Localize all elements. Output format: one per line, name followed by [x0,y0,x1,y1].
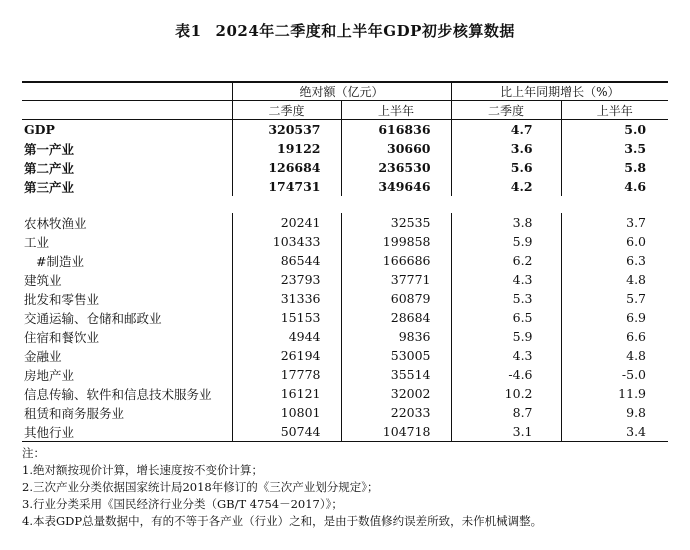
cell-abs-q2: 20241 [232,213,341,232]
header-stub [22,101,232,120]
table-row [22,384,668,403]
row-label: 交通运输、仓储和邮政业 [22,308,232,327]
row-label: 金融业 [22,346,232,365]
cell-abs-h1: 166686 [341,251,451,270]
cell-abs-h1: 236530 [341,158,451,177]
header-col-abs-h1: 上半年 [341,101,451,120]
cell-growth-h1: 11.9 [618,386,647,401]
cell-growth-h1: 3.5 [624,141,647,156]
row-label: 建筑业 [22,270,232,289]
table-number: 表1 [175,22,202,40]
cell-abs-q2: 126684 [232,158,341,177]
cell-abs-h1: 35514 [341,365,451,384]
cell-abs-q2: 320537 [232,120,341,140]
cell-growth-q2: 3.1 [451,422,561,442]
cell-growth-h1: 3.7 [626,215,647,230]
cell-abs-q2: 4944 [232,327,341,346]
table-row [22,232,668,251]
header-growth-group: 比上年同期增长（%） [451,82,668,101]
cell-abs-h1: 199858 [341,232,451,251]
cell-growth-q2: 5.6 [451,158,561,177]
cell-growth-h1: 5.7 [626,291,647,306]
row-label: 批发和零售业 [22,289,232,308]
row-label: 第一产业 [22,139,232,158]
table-title [0,20,690,41]
cell-growth-q2: 5.3 [451,289,561,308]
cell-abs-h1: 60879 [341,289,451,308]
row-label: 房地产业 [22,365,232,384]
header-col-abs-q2: 二季度 [232,101,341,120]
table-row [22,270,668,289]
table-notes [22,445,668,530]
cell-growth-q2: 5.9 [451,232,561,251]
cell-growth-h1: 6.9 [626,310,647,325]
cell-growth-q2: 8.7 [451,403,561,422]
table-row [22,177,668,196]
table-row [22,422,668,442]
header-row-groups [22,82,668,101]
cell-growth-q2: 4.3 [451,346,561,365]
table-row [22,120,668,140]
cell-growth-h1: 4.8 [626,348,647,363]
row-label: 农林牧渔业 [22,213,232,232]
table-row [22,346,668,365]
cell-abs-h1: 22033 [341,403,451,422]
header-row-periods [22,101,668,120]
row-label: #制造业 [22,251,232,270]
table-row [22,213,668,232]
cell-growth-q2: 3.6 [451,139,561,158]
cell-growth-q2: 5.9 [451,327,561,346]
cell-abs-h1: 32002 [341,384,451,403]
note-item: 4.本表GDP总量数据中，有的不等于各产业（行业）之和，是由于数值修约误差所致，未作机械调整。 [22,514,543,528]
row-label: 第三产业 [22,177,232,196]
table-row [22,327,668,346]
cell-abs-q2: 23793 [232,270,341,289]
row-label: 其他行业 [22,422,232,442]
cell-abs-q2: 26194 [232,346,341,365]
table-row [22,403,668,422]
cell-abs-q2: 103433 [232,232,341,251]
header-col-growth-q2: 二季度 [451,101,561,120]
cell-growth-q2: -4.6 [451,365,561,384]
table-row [22,365,668,384]
header-absolute-group: 绝对额（亿元） [232,82,451,101]
table-row [22,308,668,327]
cell-abs-h1: 104718 [341,422,451,442]
cell-abs-q2: 15153 [232,308,341,327]
cell-growth-h1: 6.0 [626,234,647,249]
cell-abs-q2: 19122 [232,139,341,158]
cell-growth-h1: 4.8 [626,272,647,287]
row-label: 信息传输、软件和信息技术服务业 [22,384,232,403]
cell-abs-h1: 53005 [341,346,451,365]
table-row [22,289,668,308]
cell-growth-h1: 3.4 [561,422,668,442]
cell-growth-q2: 4.3 [451,270,561,289]
cell-abs-q2: 31336 [232,289,341,308]
cell-abs-h1: 9836 [341,327,451,346]
table-row [22,139,668,158]
cell-growth-q2: 4.7 [451,120,561,140]
row-label: GDP [22,120,232,140]
cell-abs-h1: 616836 [341,120,451,140]
cell-abs-q2: 86544 [232,251,341,270]
cell-abs-q2: 17778 [232,365,341,384]
notes-heading: 注： [22,446,45,460]
cell-growth-h1: 6.3 [626,253,647,268]
cell-abs-q2: 10801 [232,403,341,422]
cell-growth-h1: 5.8 [624,160,647,175]
note-item: 1.绝对额按现价计算，增长速度按不变价计算； [22,463,263,477]
row-label: 租赁和商务服务业 [22,403,232,422]
cell-growth-h1: 6.6 [626,329,647,344]
cell-abs-q2: 50744 [232,422,341,442]
cell-growth-h1: -5.0 [621,367,647,382]
cell-abs-h1: 28684 [341,308,451,327]
cell-growth-q2: 6.2 [451,251,561,270]
cell-growth-h1: 4.6 [624,179,647,194]
cell-growth-q2: 4.2 [451,177,561,196]
note-item: 2.三次产业分类依据国家统计局2018年修订的《三次产业划分规定》； [22,480,379,494]
table-title-text: 2024年二季度和上半年GDP初步核算数据 [215,22,515,40]
cell-abs-q2: 174731 [232,177,341,196]
cell-abs-h1: 30660 [341,139,451,158]
cell-abs-h1: 32535 [341,213,451,232]
cell-abs-h1: 349646 [341,177,451,196]
header-col-growth-h1: 上半年 [561,101,668,120]
row-label: 第二产业 [22,158,232,177]
cell-growth-q2: 10.2 [451,384,561,403]
cell-abs-h1: 37771 [341,270,451,289]
spacer-row [22,196,668,213]
table-row [22,251,668,270]
row-label: 工业 [22,232,232,251]
cell-growth-q2: 3.8 [451,213,561,232]
note-item: 3.行业分类采用《国民经济行业分类（GB/T 4754－2017）》； [22,497,343,511]
cell-abs-q2: 16121 [232,384,341,403]
cell-growth-h1: 9.8 [626,405,647,420]
header-stub [22,82,232,101]
cell-growth-q2: 6.5 [451,308,561,327]
gdp-table [22,81,668,442]
row-label: 住宿和餐饮业 [22,327,232,346]
table-row [22,158,668,177]
cell-growth-h1: 5.0 [624,122,647,137]
